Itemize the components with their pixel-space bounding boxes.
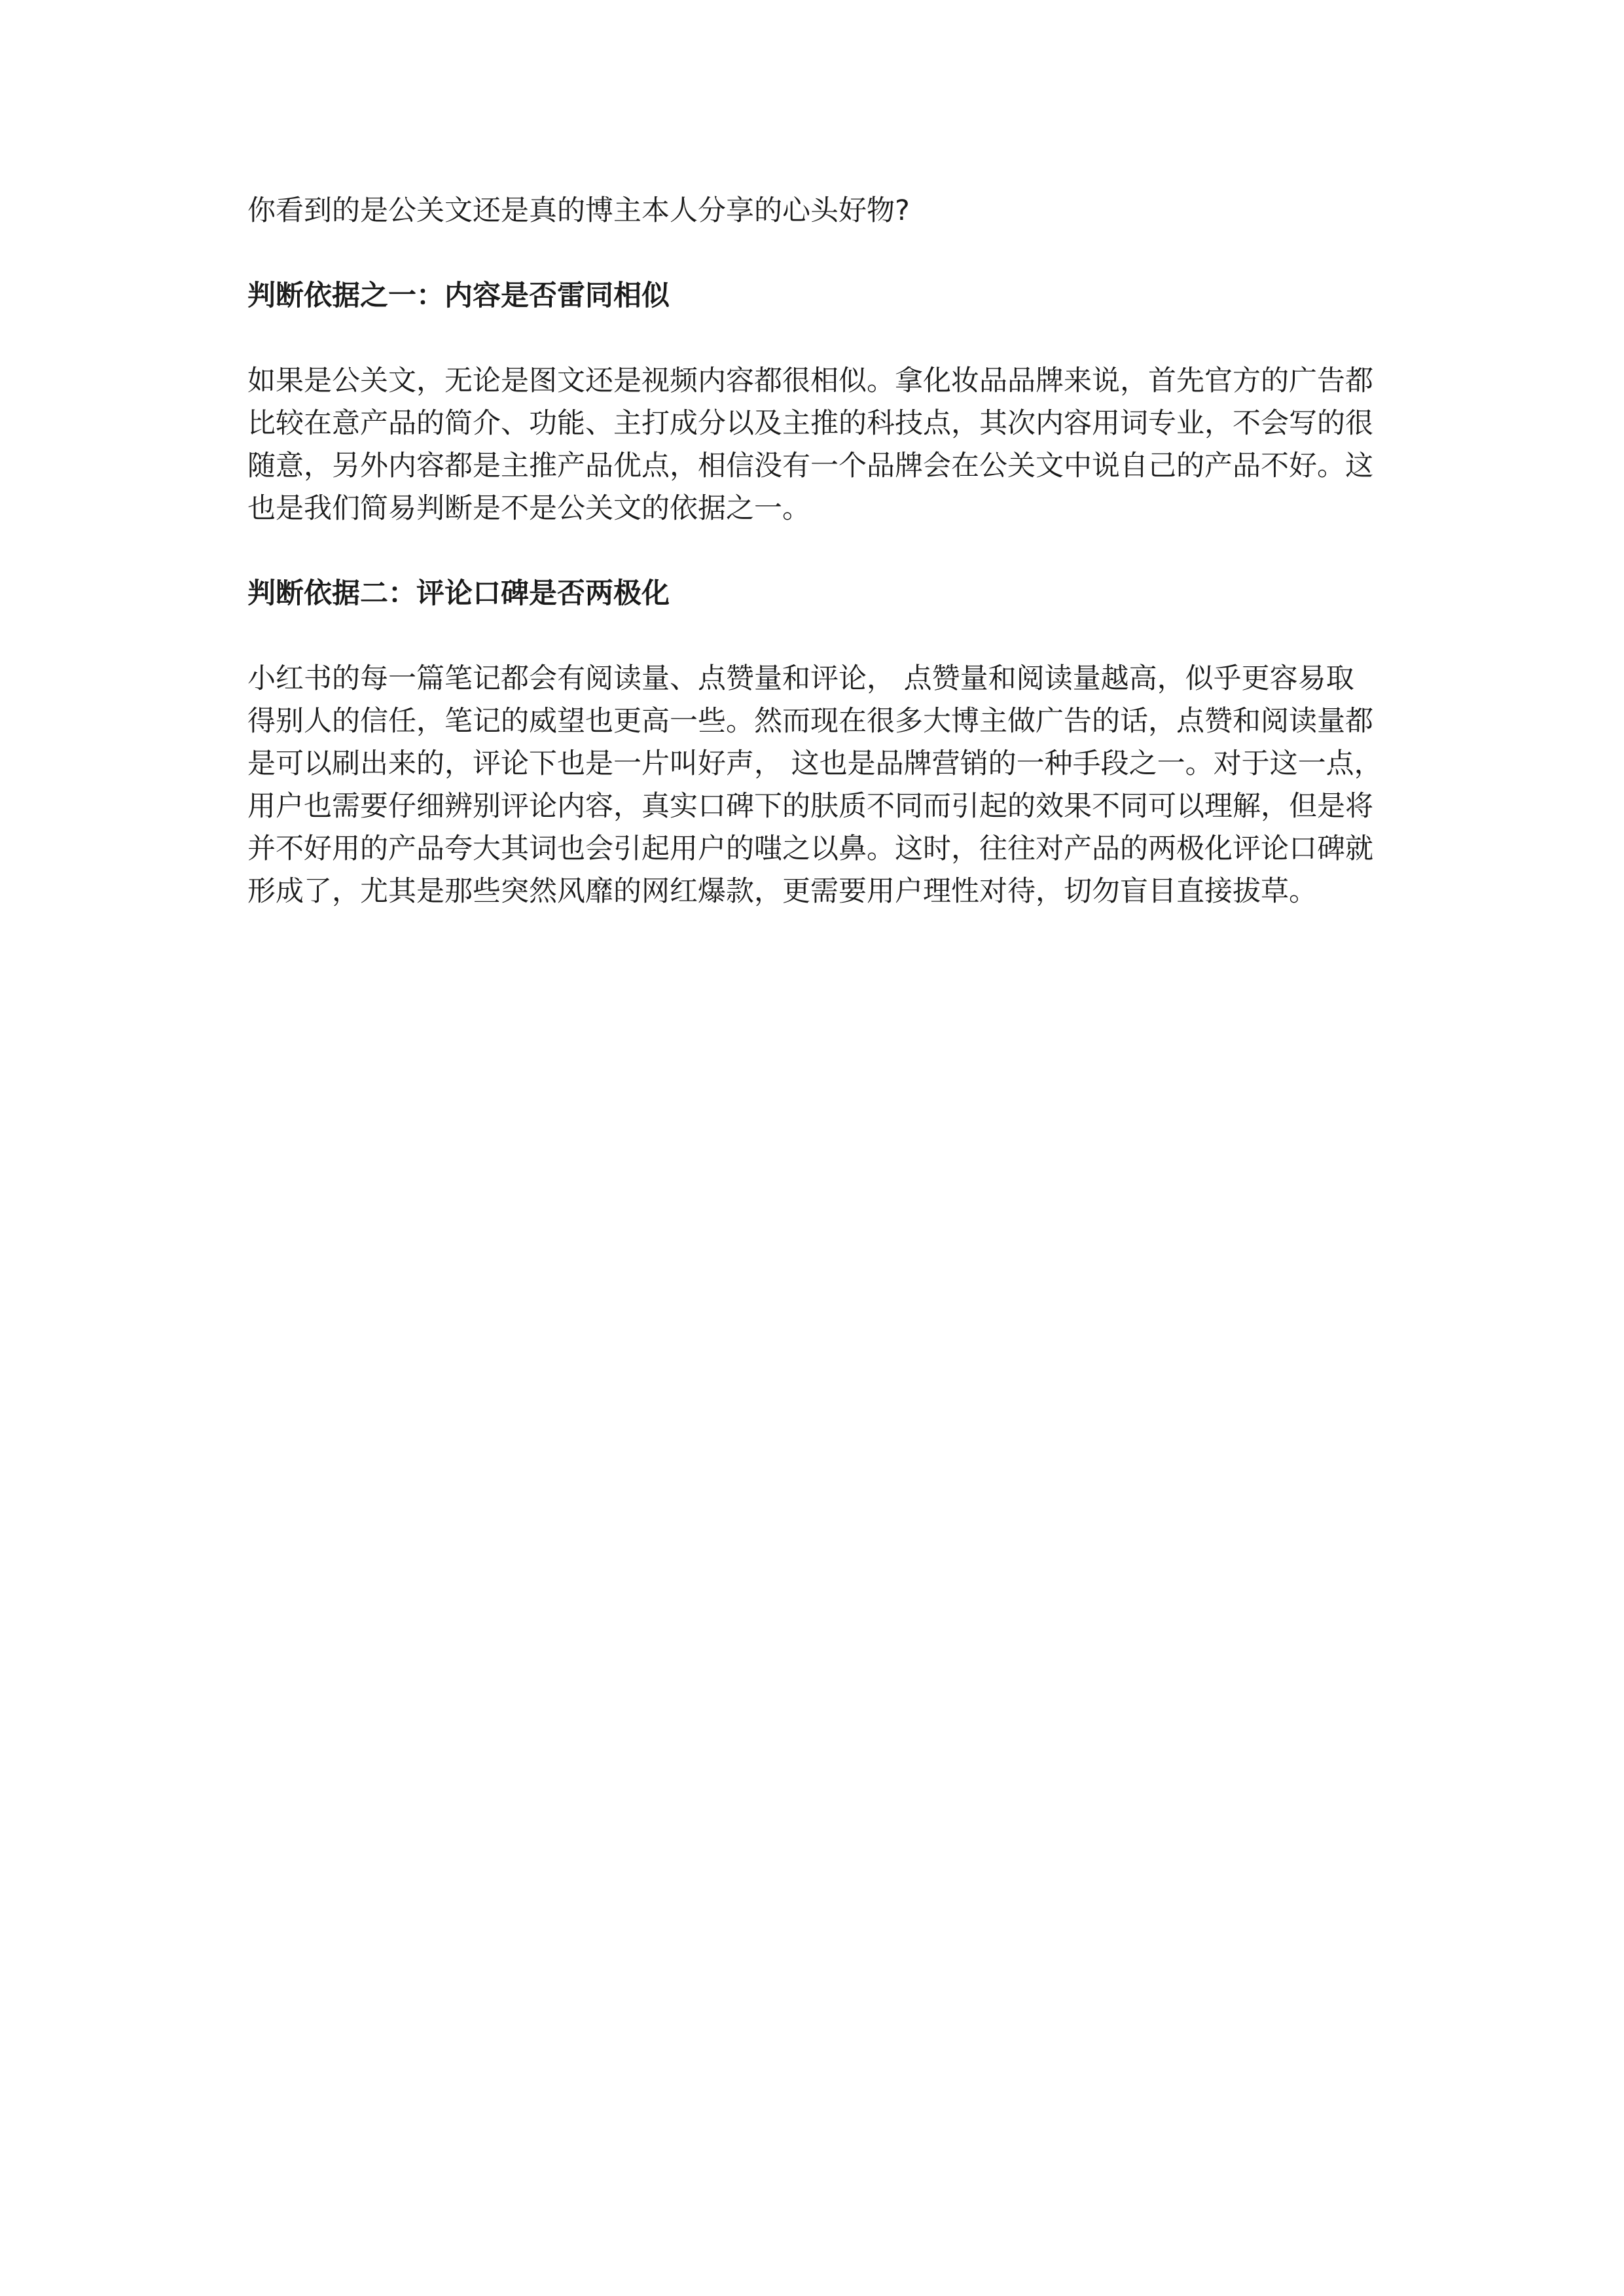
section-2-line: 小红书的每一篇笔记都会有阅读量、点赞量和评论， 点赞量和阅读量越高，似乎更容易取 <box>247 662 1354 695</box>
section-1-heading: 判断依据之一：内容是否雷同相似 <box>247 279 670 312</box>
section-1-line: 也是我们简易判断是不是公关文的依据之一。 <box>247 492 810 525</box>
document-body <box>247 190 1393 913</box>
section-2-line: 用户也需要仔细辨别评论内容，真实口碑下的肤质不同而引起的效果不同可以理解，但是将 <box>247 790 1373 823</box>
spacer <box>247 232 1393 275</box>
section-1-line: 如果是公关文，无论是图文还是视频内容都很相似。拿化妆品品牌来说，首先官方的广告都 <box>247 365 1373 397</box>
spacer <box>247 317 1393 360</box>
spacer <box>247 615 1393 658</box>
section-2-line: 得别人的信任，笔记的威望也更高一些。然而现在很多大博主做广告的话，点赞和阅读量都 <box>247 705 1373 738</box>
section-2-line: 形成了，尤其是那些突然风靡的网红爆款，更需要用户理性对待，切勿盲目直接拔草。 <box>247 875 1317 908</box>
spacer <box>247 530 1393 573</box>
section-2-line: 并不好用的产品夸大其词也会引起用户的嗤之以鼻。这时，往往对产品的两极化评论口碑就 <box>247 833 1373 865</box>
section-2-line: 是可以刷出来的，评论下也是一片叫好声， 这也是品牌营销的一种手段之一。对于这一点， <box>247 747 1382 780</box>
intro-question: 你看到的是公关文还是真的博主本人分享的心头好物? <box>247 194 910 227</box>
section-1-line: 随意，另外内容都是主推产品优点，相信没有一个品牌会在公关文中说自己的产品不好。这 <box>247 450 1373 482</box>
section-1-line: 比较在意产品的简介、功能、主打成分以及主推的科技点，其次内容用词专业，不会写的很 <box>247 407 1373 440</box>
section-2-heading: 判断依据二：评论口碑是否两极化 <box>247 577 670 610</box>
